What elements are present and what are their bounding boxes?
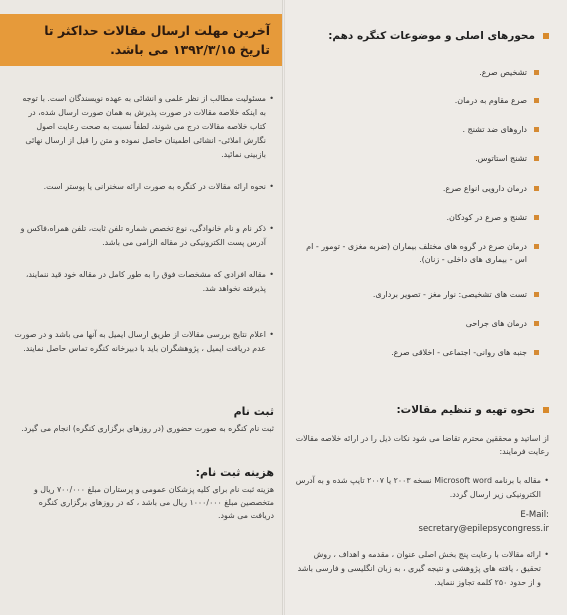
- square-bullet-icon: [534, 244, 539, 249]
- topic-item: درمان های جراحی: [295, 317, 549, 330]
- fee-title: هزینه ثبت نام:: [195, 466, 274, 479]
- topic-item: صرع مقاوم به درمان.: [295, 94, 549, 107]
- square-bullet-icon: [534, 70, 539, 75]
- prep-title: نحوه تهیه و تنظیم مقالات:: [295, 404, 549, 416]
- paragraph-responsibility: • مسئولیت مطالب از نظر علمی و انشائی به عهده نویسندگان است. با توجه به اینکه خلاصه مقالات در صورت پذیرش به همان صورت ارسال شده، در کتاب خلاصه مقالات درج می شوند، لطفاً نسبت به صحت رعایت اصول نگارش املائی- انشائی اطمینان حاصل نموده و متن را قبل از ارسال نهائی بازبینی نمائید.: [14, 92, 274, 162]
- registration-title: ثبت نام: [233, 405, 274, 418]
- square-bullet-icon: [534, 98, 539, 103]
- paragraph-results: • اعلام نتایج بررسی مقالات از طریق ارسال ایمیل به آنها می باشد و در صورت عدم دریافت ایمیل ، پژوهشگران باید با دبیرخانه کنگره تماس حاصل نمایند.: [14, 328, 274, 356]
- square-bullet-icon: [534, 292, 539, 297]
- right-panel: [285, 0, 567, 615]
- square-bullet-icon: [534, 321, 539, 326]
- square-bullet-icon: [543, 33, 549, 39]
- prep-intro: از اساتید و محققین محترم تقاضا می شود نکات ذیل را در ارائه خلاصه مقالات رعایت فرمایند:: [295, 434, 549, 456]
- paragraph-rejection: • مقاله افرادی که مشخصات فوق را به طور کامل در مقاله خود قید ننمایند، پذیرفته نخواهد شد.: [14, 268, 274, 296]
- square-bullet-icon: [534, 350, 539, 355]
- topic-item: داروهای ضد تشنج .: [295, 123, 549, 136]
- square-bullet-icon: [534, 127, 539, 132]
- square-bullet-icon: [534, 156, 539, 161]
- prep-item-format: • مقاله با برنامه Microsoft word نسخه ۲۰۰۳ یا ۲۰۰۷ تایپ شده و به آدرس الکترونیکی زیر ارسال گردد.: [295, 474, 549, 502]
- square-bullet-icon: [543, 407, 549, 413]
- topics-title: محورهای اصلی و موضوعات کنگره دهم:: [295, 30, 549, 42]
- registration-text: ثبت نام کنگره به صورت حضوری (در روزهای برگزاری کنگره) انجام می گیرد.: [21, 424, 274, 433]
- topic-item: درمان دارویی انواع صرع.: [295, 182, 549, 195]
- topic-item: تست های تشخیصی: نوار مغز - تصویر برداری.: [295, 288, 549, 301]
- prep-item-structure: • ارائه مقالات با رعایت پنج بخش اصلی عنوان ، مقدمه و اهداف ، روش تحقیق ، یافته های پژوهشی و نتیجه گیری ، به زبان انگلیسی و فارسی باشد و از حدود ۲۵۰ کلمه تجاوز ننماید.: [295, 548, 549, 590]
- fee-text: هزینه ثبت نام برای کلیه پزشکان عمومی و پرستاران مبلغ ۷۰۰/۰۰۰ ریال و متخصصین مبلغ ۱۰۰۰/۰۰۰ ریال می باشد ، که در روزهای برگزاری کنگره دریافت می شود.: [33, 485, 274, 520]
- square-bullet-icon: [534, 186, 539, 191]
- paragraph-contact-info: • ذکر نام و نام خانوادگی، نوع تخصص شماره تلفن ثابت، تلفن همراه،فاکس و آدرس پست الکترونیکی در مقاله الزامی می باشد.: [14, 222, 274, 250]
- email-address: secretary@epilepsycongress.ir: [418, 524, 549, 534]
- left-panel: [0, 0, 282, 615]
- square-bullet-icon: [534, 215, 539, 220]
- topic-item: درمان صرع در گروه های مختلف بیماران (ضربه مغزی - تومور - ام اس - بیماری های داخلی - زنان).: [295, 240, 549, 266]
- topic-item: تشنج و صرع در کودکان.: [295, 211, 549, 224]
- topic-item: جنبه های روانی- اجتماعی - اخلاقی صرع.: [295, 346, 549, 359]
- email-label: E-Mail:: [520, 510, 549, 520]
- deadline-banner: آخرین مهلت ارسال مقالات حداکثر تا تاریخ ۱۳۹۲/۳/۱۵ می باشد.: [0, 14, 282, 66]
- topic-item: تشخیص صرع.: [295, 66, 549, 79]
- paragraph-presentation: • نحوه ارائه مقالات در کنگره به صورت ارائه سخنرانی یا پوستر است.: [14, 180, 274, 194]
- topic-item: تشنج استاتوس.: [295, 152, 549, 165]
